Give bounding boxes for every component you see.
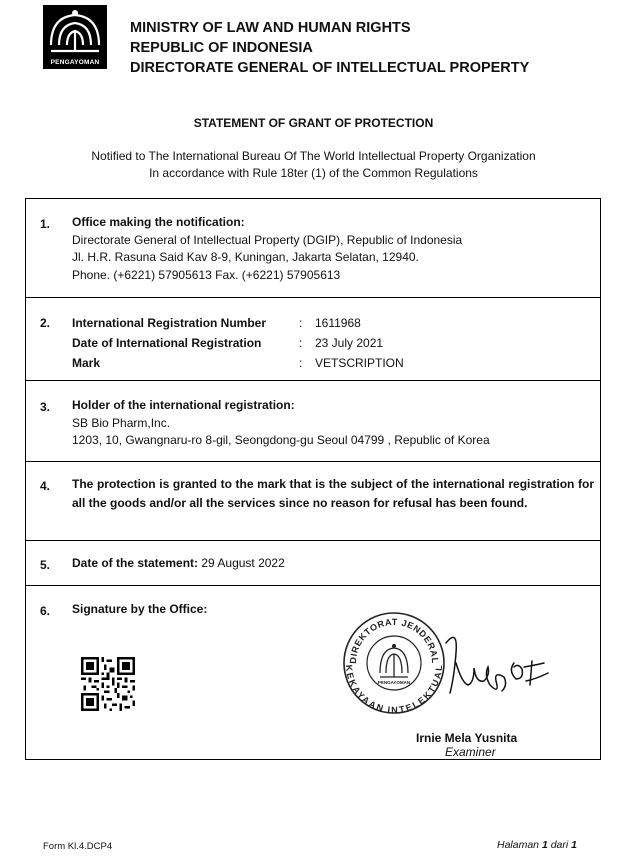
- office-address: Jl. H.R. Rasuna Said Kav 8-9, Kuningan, Jakarta Selatan, 12940.: [72, 250, 419, 264]
- page-prefix: Halaman: [497, 839, 542, 851]
- mark-value: VETSCRIPTION: [315, 356, 404, 370]
- section-1-heading: Office making the notification:: [72, 215, 245, 229]
- seal-bottom-text: KEKAYAAN INTELEKTUAL: [343, 664, 445, 715]
- colon: :: [299, 316, 303, 330]
- notified-line-1: Notified to The International Bureau Of The World Intellectual Property Organization: [91, 149, 536, 163]
- section-4-number: 4.: [40, 479, 51, 493]
- page-mid: dari: [547, 839, 572, 851]
- divider: [26, 380, 600, 381]
- page-total: 1: [571, 839, 577, 851]
- country-name: REPUBLIC OF INDONESIA: [130, 40, 313, 56]
- protection-statement: The protection is granted to the mark that is the subject of the international registration for all the goods and/or all the services since no reason for refusal has been found.: [72, 477, 594, 510]
- registration-number-label: International Registration Number: [72, 316, 267, 330]
- document-title: STATEMENT OF GRANT OF PROTECTION: [193, 116, 434, 130]
- statement-date-value: 29 August 2022: [201, 556, 285, 570]
- notified-line-2: In accordance with Rule 18ter (1) of the Common Regulations: [149, 166, 478, 180]
- section-6-number: 6.: [40, 604, 51, 618]
- letterhead: [130, 18, 529, 78]
- section-5-number: 5.: [40, 558, 51, 572]
- registration-date-label: Date of International Registration: [72, 336, 262, 350]
- section-1-number: 1.: [40, 217, 51, 231]
- signer-name: Irnie Mela Yusnita: [416, 731, 518, 745]
- section-3-number: 3.: [40, 400, 51, 414]
- holder-address: 1203, 10, Gwangnaru-ro 8-gil, Seongdong-gu Seoul 04799 , Republic of Korea: [72, 433, 490, 447]
- section-2-number: 2.: [40, 316, 51, 330]
- section-3-heading: Holder of the international registration:: [72, 398, 295, 412]
- handwritten-signature: [444, 623, 554, 703]
- section-6-heading: Signature by the Office:: [72, 602, 208, 616]
- statement-table: [25, 198, 601, 760]
- colon: :: [299, 356, 303, 370]
- seal-top-text: DIREKTORAT JENDERAL: [347, 616, 441, 664]
- form-code: Form Kl.4.DCP4: [43, 841, 113, 852]
- ministry-name: MINISTRY OF LAW AND HUMAN RIGHTS: [130, 20, 411, 36]
- statement-date: [72, 555, 285, 573]
- divider: [26, 540, 600, 541]
- statement-date-label: Date of the statement:: [72, 556, 199, 570]
- office-name: Directorate General of Intellectual Property (DGIP), Republic of Indonesia: [72, 232, 463, 247]
- directorate-name: DIRECTORATE GENERAL OF INTELLECTUAL PROPERTY: [130, 60, 530, 76]
- qr-code-icon: [81, 657, 135, 711]
- registration-date-value: 23 July 2021: [315, 336, 384, 350]
- holder-name: SB Bio Pharm,Inc.: [72, 415, 171, 430]
- divider: [26, 297, 600, 298]
- registration-number-value: 1611968: [315, 316, 361, 330]
- page-indicator: [497, 839, 577, 851]
- logo-caption: PENGAYOMAN: [50, 59, 100, 66]
- signer-role: Examiner: [445, 745, 496, 759]
- page-number: 1: [541, 839, 548, 851]
- divider: [26, 461, 600, 462]
- ministry-logo: [43, 5, 107, 69]
- section-3-holder: [72, 397, 490, 450]
- notification-note: [0, 148, 627, 182]
- colon: :: [299, 336, 303, 350]
- divider: [26, 585, 600, 586]
- mark-label: Mark: [72, 356, 101, 370]
- office-phone: Phone. (+6221) 57905613 Fax. (+6221) 57905613: [72, 267, 341, 282]
- pengayoman-tree-icon: [43, 5, 107, 57]
- seal-caption: PENGAYOMAN: [377, 680, 411, 685]
- office-seal-stamp: [342, 611, 446, 715]
- section-1-office: [72, 214, 462, 284]
